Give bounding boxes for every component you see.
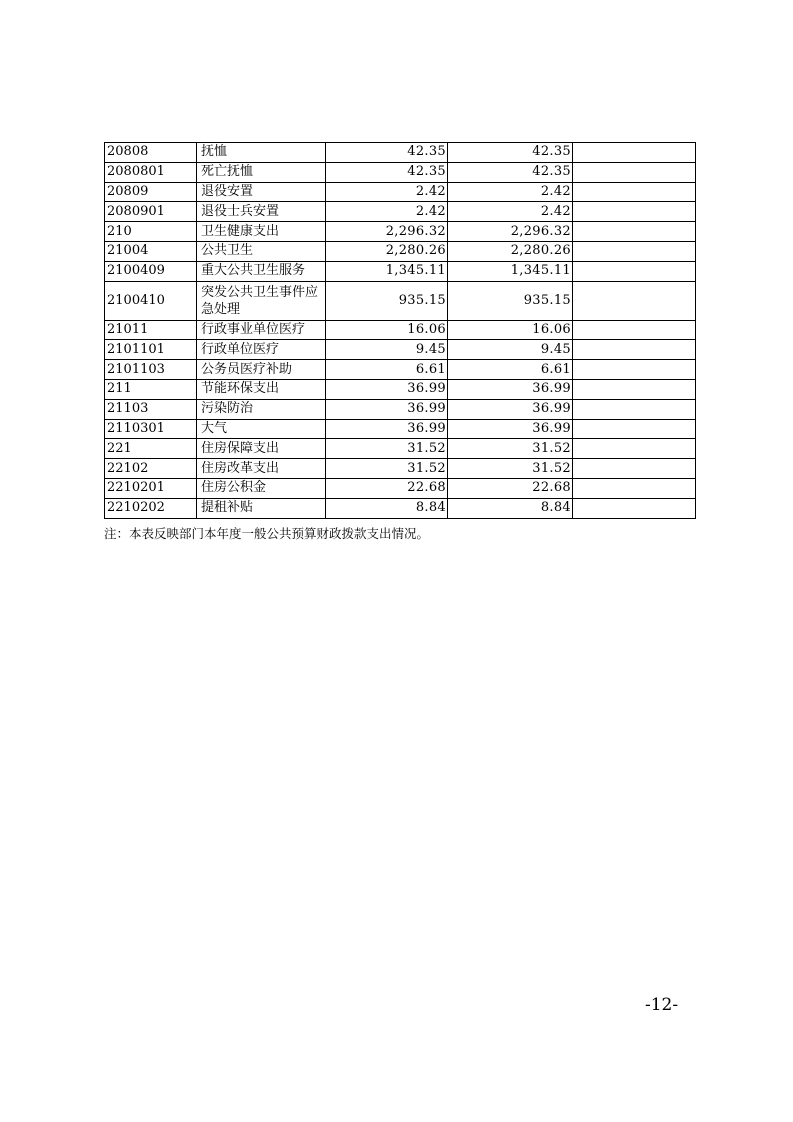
basic-expenditure-cell: 31.52 xyxy=(448,459,573,479)
subject-code-cell: 20809 xyxy=(105,182,197,202)
subject-code-cell: 20808 xyxy=(105,143,197,163)
basic-expenditure-cell: 16.06 xyxy=(448,320,573,340)
total-amount-cell: 1,345.11 xyxy=(326,261,448,281)
subject-name-cell: 突发公共卫生事件应急处理 xyxy=(197,281,326,320)
subject-code-cell: 2210201 xyxy=(105,478,197,498)
subject-name-cell: 重大公共卫生服务 xyxy=(197,261,326,281)
total-amount-cell: 31.52 xyxy=(326,439,448,459)
subject-code-cell: 221 xyxy=(105,439,197,459)
table-row xyxy=(105,222,696,242)
subject-name-cell: 住房保障支出 xyxy=(197,439,326,459)
project-expenditure-cell xyxy=(573,360,696,380)
subject-code-cell: 21011 xyxy=(105,320,197,340)
project-expenditure-cell xyxy=(573,261,696,281)
total-amount-cell: 31.52 xyxy=(326,459,448,479)
project-expenditure-cell xyxy=(573,241,696,261)
subject-name-cell: 死亡抚恤 xyxy=(197,162,326,182)
basic-expenditure-cell: 935.15 xyxy=(448,281,573,320)
total-amount-cell: 9.45 xyxy=(326,340,448,360)
project-expenditure-cell xyxy=(573,379,696,399)
basic-expenditure-cell: 36.99 xyxy=(448,379,573,399)
table-row xyxy=(105,202,696,222)
table-row xyxy=(105,419,696,439)
table-row xyxy=(105,182,696,202)
subject-name-cell: 卫生健康支出 xyxy=(197,222,326,242)
project-expenditure-cell xyxy=(573,478,696,498)
table-row xyxy=(105,399,696,419)
table-row xyxy=(105,379,696,399)
table-row xyxy=(105,478,696,498)
subject-name-cell: 提租补贴 xyxy=(197,498,326,518)
subject-name-cell: 节能环保支出 xyxy=(197,379,326,399)
project-expenditure-cell xyxy=(573,222,696,242)
basic-expenditure-cell: 9.45 xyxy=(448,340,573,360)
total-amount-cell: 42.35 xyxy=(326,143,448,163)
project-expenditure-cell xyxy=(573,162,696,182)
total-amount-cell: 2.42 xyxy=(326,182,448,202)
total-amount-cell: 2.42 xyxy=(326,202,448,222)
basic-expenditure-cell: 2,296.32 xyxy=(448,222,573,242)
subject-code-cell: 22102 xyxy=(105,459,197,479)
project-expenditure-cell xyxy=(573,143,696,163)
subject-name-cell: 退役士兵安置 xyxy=(197,202,326,222)
subject-name-cell: 住房公积金 xyxy=(197,478,326,498)
subject-code-cell: 2080901 xyxy=(105,202,197,222)
subject-code-cell: 2101103 xyxy=(105,360,197,380)
project-expenditure-cell xyxy=(573,182,696,202)
page-number: -12- xyxy=(645,995,679,1015)
subject-code-cell: 2210202 xyxy=(105,498,197,518)
subject-name-cell: 行政事业单位医疗 xyxy=(197,320,326,340)
table-row xyxy=(105,498,696,518)
basic-expenditure-cell: 8.84 xyxy=(448,498,573,518)
subject-code-cell: 2100410 xyxy=(105,281,197,320)
subject-code-cell: 2110301 xyxy=(105,419,197,439)
project-expenditure-cell xyxy=(573,419,696,439)
subject-name-cell: 公共卫生 xyxy=(197,241,326,261)
total-amount-cell: 36.99 xyxy=(326,419,448,439)
subject-name-cell: 住房改革支出 xyxy=(197,459,326,479)
total-amount-cell: 36.99 xyxy=(326,379,448,399)
table-row xyxy=(105,261,696,281)
subject-name-cell: 污染防治 xyxy=(197,399,326,419)
basic-expenditure-cell: 2,280.26 xyxy=(448,241,573,261)
project-expenditure-cell xyxy=(573,399,696,419)
total-amount-cell: 22.68 xyxy=(326,478,448,498)
total-amount-cell: 2,280.26 xyxy=(326,241,448,261)
subject-name-cell: 行政单位医疗 xyxy=(197,340,326,360)
subject-name-cell: 抚恤 xyxy=(197,143,326,163)
subject-name-cell: 退役安置 xyxy=(197,182,326,202)
total-amount-cell: 935.15 xyxy=(326,281,448,320)
basic-expenditure-cell: 2.42 xyxy=(448,182,573,202)
table-row xyxy=(105,143,696,163)
total-amount-cell: 2,296.32 xyxy=(326,222,448,242)
basic-expenditure-cell: 6.61 xyxy=(448,360,573,380)
basic-expenditure-cell: 2.42 xyxy=(448,202,573,222)
table-row xyxy=(105,340,696,360)
basic-expenditure-cell: 22.68 xyxy=(448,478,573,498)
expenditure-table xyxy=(104,142,696,519)
total-amount-cell: 16.06 xyxy=(326,320,448,340)
total-amount-cell: 6.61 xyxy=(326,360,448,380)
total-amount-cell: 36.99 xyxy=(326,399,448,419)
table-row xyxy=(105,162,696,182)
table-row xyxy=(105,439,696,459)
table-row xyxy=(105,281,696,320)
project-expenditure-cell xyxy=(573,281,696,320)
project-expenditure-cell xyxy=(573,202,696,222)
basic-expenditure-cell: 31.52 xyxy=(448,439,573,459)
basic-expenditure-cell: 42.35 xyxy=(448,162,573,182)
subject-name-cell: 大气 xyxy=(197,419,326,439)
project-expenditure-cell xyxy=(573,439,696,459)
project-expenditure-cell xyxy=(573,498,696,518)
total-amount-cell: 8.84 xyxy=(326,498,448,518)
table-note: 注：本表反映部门本年度一般公共预算财政拨款支出情况。 xyxy=(104,526,430,541)
total-amount-cell: 42.35 xyxy=(326,162,448,182)
table-row xyxy=(105,360,696,380)
subject-name-cell: 公务员医疗补助 xyxy=(197,360,326,380)
subject-code-cell: 211 xyxy=(105,379,197,399)
subject-code-cell: 2080801 xyxy=(105,162,197,182)
subject-code-cell: 21004 xyxy=(105,241,197,261)
subject-code-cell: 2101101 xyxy=(105,340,197,360)
project-expenditure-cell xyxy=(573,340,696,360)
subject-code-cell: 21103 xyxy=(105,399,197,419)
basic-expenditure-cell: 1,345.11 xyxy=(448,261,573,281)
table-body xyxy=(105,143,696,519)
project-expenditure-cell xyxy=(573,459,696,479)
subject-code-cell: 2100409 xyxy=(105,261,197,281)
table-row xyxy=(105,320,696,340)
table-row xyxy=(105,241,696,261)
basic-expenditure-cell: 36.99 xyxy=(448,399,573,419)
basic-expenditure-cell: 42.35 xyxy=(448,143,573,163)
basic-expenditure-cell: 36.99 xyxy=(448,419,573,439)
subject-code-cell: 210 xyxy=(105,222,197,242)
project-expenditure-cell xyxy=(573,320,696,340)
table-row xyxy=(105,459,696,479)
